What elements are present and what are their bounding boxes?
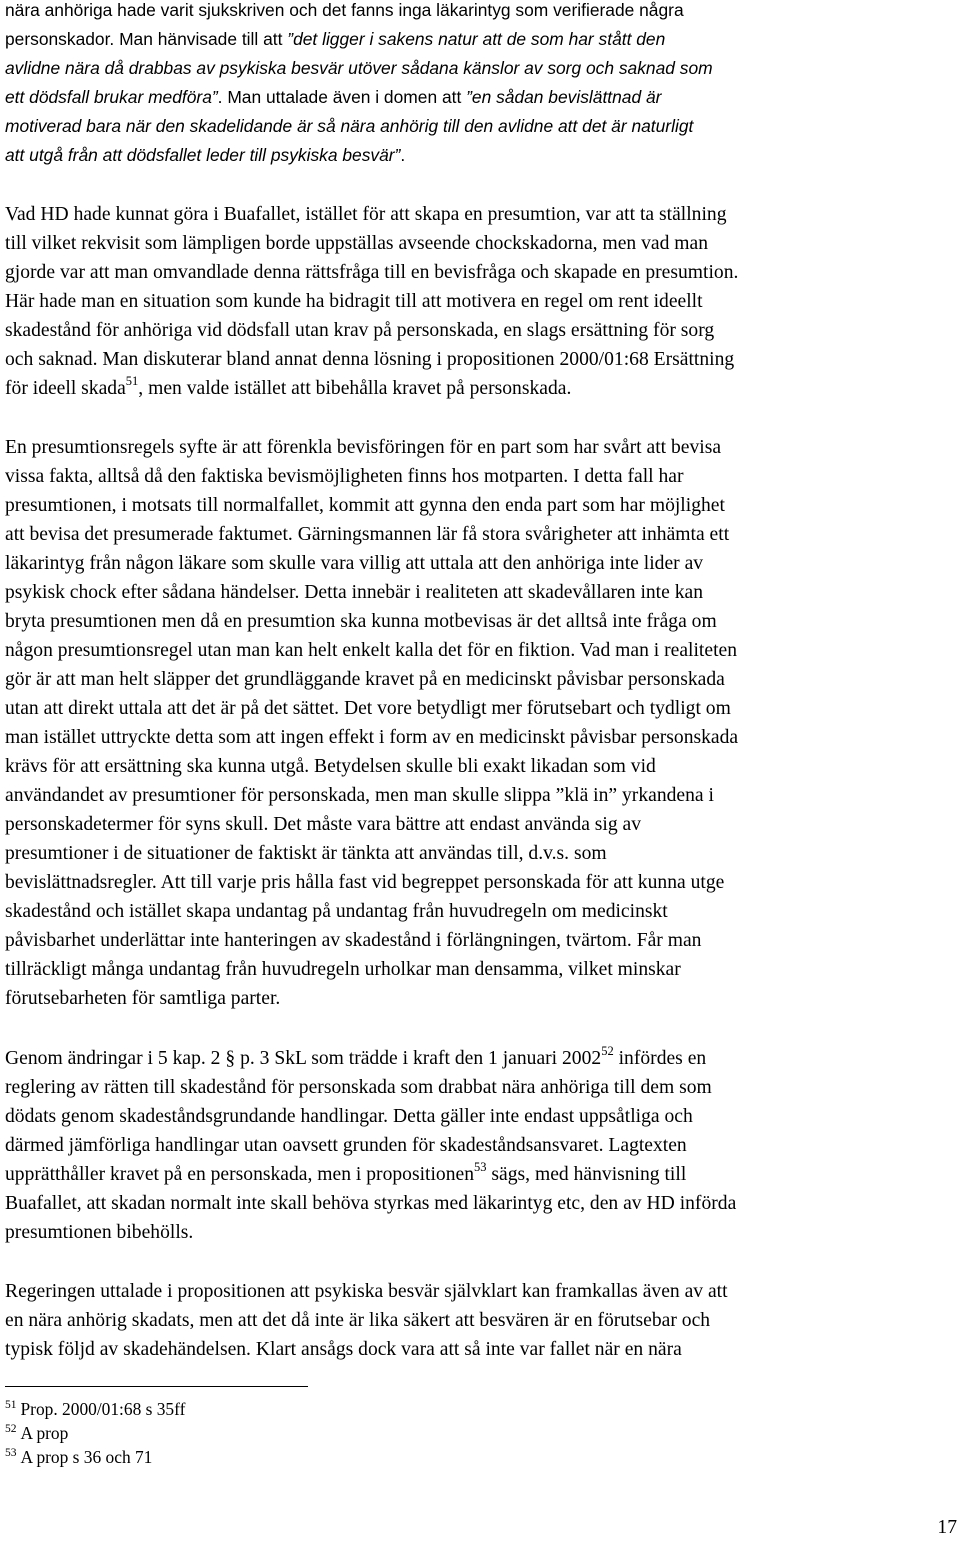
text-line: påvisbarhet underlättar inte hanteringen av skadestånd i förlängningen, tvärtom. Får man bbox=[5, 930, 702, 951]
text-run: infördes en bbox=[613, 1048, 707, 1069]
footnote bbox=[5, 1421, 185, 1445]
text-run: för ideell skada bbox=[5, 378, 126, 399]
footnote-number: 52 bbox=[5, 1423, 17, 1435]
quote-line: avlidne nära då drabbas av psykiska besvär utöver sådana känslor av sorg och saknad som bbox=[5, 58, 713, 78]
paragraph-4 bbox=[5, 1277, 957, 1364]
text-line: gjorde var att man omvandlade denna rättsfråga till en bevisfråga och skapade en presumtion. bbox=[5, 262, 739, 283]
text-line: Vad HD hade kunnat göra i Buafallet, istället för att skapa en presumtion, var att ta ställning bbox=[5, 204, 727, 225]
paragraph-intro bbox=[5, 0, 957, 170]
paragraph-1 bbox=[5, 200, 957, 403]
text-run: personskador. Man hänvisade till att bbox=[5, 29, 288, 49]
text-line: typisk följd av skadehändelsen. Klart ansågs dock vara att så inte var fallet när en nära bbox=[5, 1339, 682, 1360]
footnote-separator bbox=[5, 1386, 308, 1387]
text-line: tillräckligt många undantag från huvudregeln urholkar man densamma, vilket minskar bbox=[5, 959, 681, 980]
text-line: gör är att man helt släpper det grundläggande kravet på en medicinskt påvisbar personskada bbox=[5, 669, 725, 690]
text-line: användandet av presumtioner för personskada, men man skulle slippa ”klä in” yrkandena i bbox=[5, 785, 714, 806]
text-line: till vilket rekvisit som lämpligen borde uppställas avseende chockskadorna, men vad man bbox=[5, 233, 709, 254]
text-line: därmed jämförliga handlingar utan oavsett grunden för skadeståndsansvaret. Lagtexten bbox=[5, 1135, 687, 1156]
text-line: utan att direkt uttala att det är på det sättet. Det vore betydligt mer förutsebart och tydligt om bbox=[5, 698, 731, 719]
text-line: bryta presumtionen men då en presumtion ska kunna motbevisas är det alltså inte fråga om bbox=[5, 611, 717, 632]
quote-run: ”det ligger i sakens natur att de som har stått den bbox=[287, 29, 666, 49]
text-line bbox=[5, 1160, 957, 1189]
text-line: En presumtionsregels syfte är att förenkla bevisföringen för en part som har svårt att bevisa bbox=[5, 437, 722, 458]
text-line: skadestånd och istället skapa undantag på undantag från huvudregeln om medicinskt bbox=[5, 901, 668, 922]
footnote-text: Prop. 2000/01:68 s 35ff bbox=[20, 1399, 186, 1419]
text-line: Här hade man en situation som kunde ha bidragit till att motivera en regel om rent ideellt bbox=[5, 291, 703, 312]
text-line: bevislättnadsregler. Att till varje pris hålla fast vid begreppet personskada för att kunna utge bbox=[5, 872, 725, 893]
text-line: någon presumtionsregel utan man kan helt enkelt kalla det för en fiktion. Vad man i realiteten bbox=[5, 640, 737, 661]
text-line: vissa fakta, alltså då den faktiska bevismöjligheten finns hos motparten. I detta fall har bbox=[5, 466, 684, 487]
text-line: nära anhöriga hade varit sjukskriven och det fanns inga läkarintyg som verifierade några bbox=[5, 0, 684, 20]
quote-line: motiverad bara när den skadelidande är så nära anhörig till den avlidne att det är naturligt bbox=[5, 116, 694, 136]
footnote-ref[interactable]: 53 bbox=[474, 1160, 487, 1174]
footnote-number: 53 bbox=[5, 1447, 17, 1459]
text-line: presumtionen, i motsats till normalfallet, kommit att gynna den enda part som har möjlighet bbox=[5, 495, 725, 516]
footnote-text: A prop s 36 och 71 bbox=[20, 1447, 153, 1467]
text-line bbox=[5, 374, 957, 403]
text-line: dödats genom skadeståndsgrundande handlingar. Detta gäller inte endast uppsåtliga och bbox=[5, 1106, 693, 1127]
text-line: Buafallet, att skadan normalt inte skall behöva styrkas med läkarintyg etc, den av HD införda bbox=[5, 1193, 737, 1214]
text-line: en nära anhörig skadats, men att det då inte är lika säkert att besvären är en förutsebar och bbox=[5, 1310, 711, 1331]
text-line: läkarintyg från någon läkare som skulle vara villig att uttala att den anhöriga inte lider av bbox=[5, 553, 704, 574]
text-run: Genom ändringar i 5 kap. 2 § p. 3 SkL som trädde i kraft den 1 januari 2002 bbox=[5, 1048, 602, 1069]
footnote-number: 51 bbox=[5, 1399, 17, 1411]
text-run: . Man uttalade även i domen att bbox=[217, 87, 467, 107]
text-run: upprätthåller kravet på en personskada, men i propositionen bbox=[5, 1164, 475, 1185]
text-line: personskadetermer för syns skull. Det måste vara bättre att endast använda sig av bbox=[5, 814, 642, 835]
footnote-ref[interactable]: 52 bbox=[601, 1044, 614, 1058]
text-line: och saknad. Man diskuterar bland annat denna lösning i propositionen 2000/01:68 Ersättning bbox=[5, 349, 735, 370]
text-line bbox=[5, 83, 957, 112]
quote-run: ett dödsfall brukar medföra” bbox=[5, 87, 218, 107]
page-number: 17 bbox=[937, 1517, 957, 1538]
text-line bbox=[5, 25, 957, 54]
paragraph-3 bbox=[5, 1044, 957, 1247]
text-line: man istället uttryckte detta som att ingen effekt i form av en medicinskt påvisbar personskada bbox=[5, 727, 739, 748]
text-line: förutsebarheten för samtliga parter. bbox=[5, 988, 281, 1009]
text-line bbox=[5, 141, 957, 170]
paragraph-2 bbox=[5, 433, 957, 1013]
footnote bbox=[5, 1397, 185, 1421]
text-line: psykisk chock efter sådana händelser. Detta innebär i realiteten att skadevållaren inte kan bbox=[5, 582, 704, 603]
footnote bbox=[5, 1445, 185, 1469]
text-line bbox=[5, 1044, 957, 1073]
text-run: . bbox=[400, 145, 406, 165]
footnote-ref[interactable]: 51 bbox=[125, 374, 139, 388]
footnote-text: A prop bbox=[20, 1423, 69, 1443]
text-run: sägs, med hänvisning till bbox=[486, 1164, 687, 1185]
quote-run: att utgå från att dödsfallet leder till psykiska besvär” bbox=[5, 145, 401, 165]
text-line: krävs för att ersättning ska kunna utgå. Betydelsen skulle bli exakt likadan som vid bbox=[5, 756, 656, 777]
text-line: presumtioner i de situationer de faktiskt är tänkta att användas till, d.v.s. som bbox=[5, 843, 607, 864]
text-line: presumtionen bibehölls. bbox=[5, 1222, 194, 1243]
text-line: reglering av rätten till skadestånd för personskada som drabbat nära anhöriga till dem som bbox=[5, 1077, 712, 1098]
text-line: att bevisa det presumerade faktumet. Gärningsmannen lär få stora svårigheter att inhämta ett bbox=[5, 524, 730, 545]
text-line: skadestånd för anhöriga vid dödsfall utan krav på personskada, en slags ersättning för sorg bbox=[5, 320, 715, 341]
footnotes bbox=[5, 1397, 185, 1469]
text-line: Regeringen uttalade i propositionen att psykiska besvär självklart kan framkallas även av att bbox=[5, 1281, 728, 1302]
text-run: , men valde istället att bibehålla kravet på personskada. bbox=[138, 378, 572, 399]
quote-run: ”en sådan bevislättnad är bbox=[466, 87, 662, 107]
